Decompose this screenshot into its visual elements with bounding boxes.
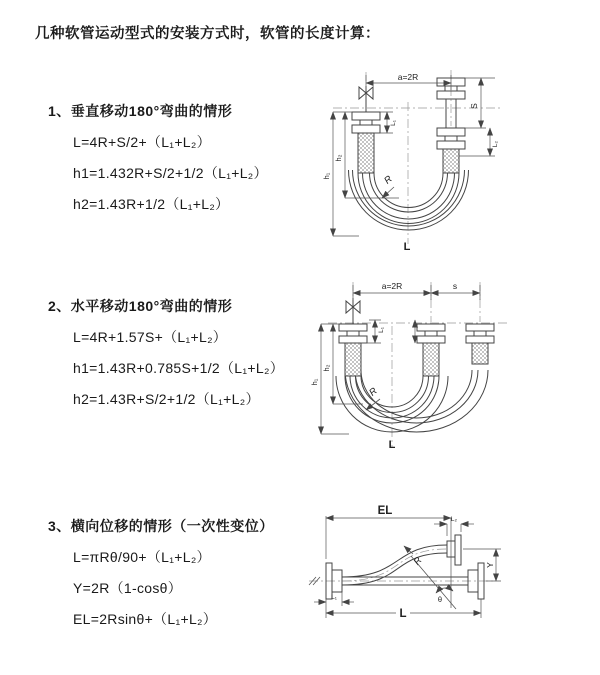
section1-formula-L: L=4R+S/2+（L₁+L₂）	[73, 134, 211, 150]
dim-label-l2: L₂	[492, 140, 499, 148]
radius-callout	[382, 174, 395, 198]
section1-heading: 1、垂直移动180°弯曲的情形	[48, 103, 233, 119]
dim-label-h1: h₁	[322, 172, 331, 180]
dim-label-h2: h₂	[322, 364, 331, 372]
dim-label-y: Y	[485, 562, 495, 568]
left-pipe	[339, 324, 367, 376]
hose-arcs	[336, 370, 488, 432]
section1-formula-h2: h2=1.43R+1/2（L₁+L₂）	[73, 196, 230, 212]
dim-label-theta: θ	[437, 595, 443, 604]
dim-label-l1: L₁	[331, 594, 337, 601]
dim-label-s: s	[452, 281, 458, 291]
dim-label-l1: L₁	[378, 327, 385, 333]
dim-label-l1: L₁	[390, 120, 397, 126]
upper-flange	[447, 535, 461, 565]
section2-formula-L: L=4R+1.57S+（L₁+L₂）	[73, 329, 228, 345]
dimension-a2r	[366, 72, 451, 90]
dimension-s	[431, 281, 480, 293]
section2-heading: 2、水平移动180°弯曲的情形	[48, 298, 233, 314]
dimension-h1	[322, 112, 359, 236]
dim-label-h1: h₁	[310, 378, 319, 386]
dimension-h1	[310, 324, 349, 434]
dim-label-s: S	[469, 103, 479, 109]
dimension-s	[459, 78, 495, 156]
section2-formula-h2: h2=1.43R+S/2+1/2（L₁+L₂）	[73, 391, 260, 407]
dim-label-a2r: a=2R	[397, 72, 419, 82]
page-title: 几种软管运动型式的安装方式时，软管的长度计算：	[35, 26, 380, 42]
dimension-el	[326, 505, 451, 559]
diagram-lateral-displacement	[293, 496, 600, 654]
dimension-l1	[314, 592, 354, 606]
radius-callout	[404, 546, 425, 568]
section1-formula-h1: h1=1.432R+S/2+1/2（L₁+L₂）	[73, 165, 268, 181]
dimension-y	[463, 549, 501, 581]
valve-icon	[346, 298, 360, 324]
dim-label-r: R	[411, 555, 425, 568]
dim-label-a2r: a=2R	[381, 281, 403, 291]
section3-formula-EL: EL=2Rsinθ+（L₁+L₂）	[73, 611, 218, 627]
middle-pipe	[417, 324, 445, 376]
dim-label-r: R	[382, 173, 395, 187]
section2-formula-h1: h1=1.43R+0.785S+1/2（L₁+L₂）	[73, 360, 284, 376]
dim-label-h2: h₂	[334, 154, 343, 162]
dimension-a2r	[353, 281, 480, 300]
right-pipe	[466, 324, 494, 364]
dim-label-r: R	[367, 385, 380, 399]
centerlines	[309, 549, 493, 585]
radius-callout	[366, 386, 380, 410]
diagram-horizontal-180-bend	[303, 276, 600, 464]
dim-label-el: EL	[377, 505, 393, 517]
dim-label-L: L	[388, 439, 396, 451]
dim-label-L: L	[399, 608, 407, 620]
hose-s-curve	[342, 545, 447, 585]
diagram-vertical-180-bend	[303, 66, 600, 262]
section3-heading: 3、横向位移的情形（一次性变位）	[48, 518, 274, 534]
section3-formula-Y: Y=2R（1-cosθ）	[73, 580, 183, 596]
dimension-l1	[374, 112, 397, 133]
dimension-l2	[434, 516, 474, 536]
dim-label-l2: L₂	[450, 516, 458, 523]
dimension-l2	[490, 128, 499, 156]
section3-formula-L: L=πRθ/90+（L₁+L₂）	[73, 549, 211, 565]
hose-arcs	[349, 170, 469, 230]
left-pipe	[352, 112, 380, 173]
dimension-l1	[361, 320, 415, 343]
dim-label-L: L	[403, 241, 411, 253]
